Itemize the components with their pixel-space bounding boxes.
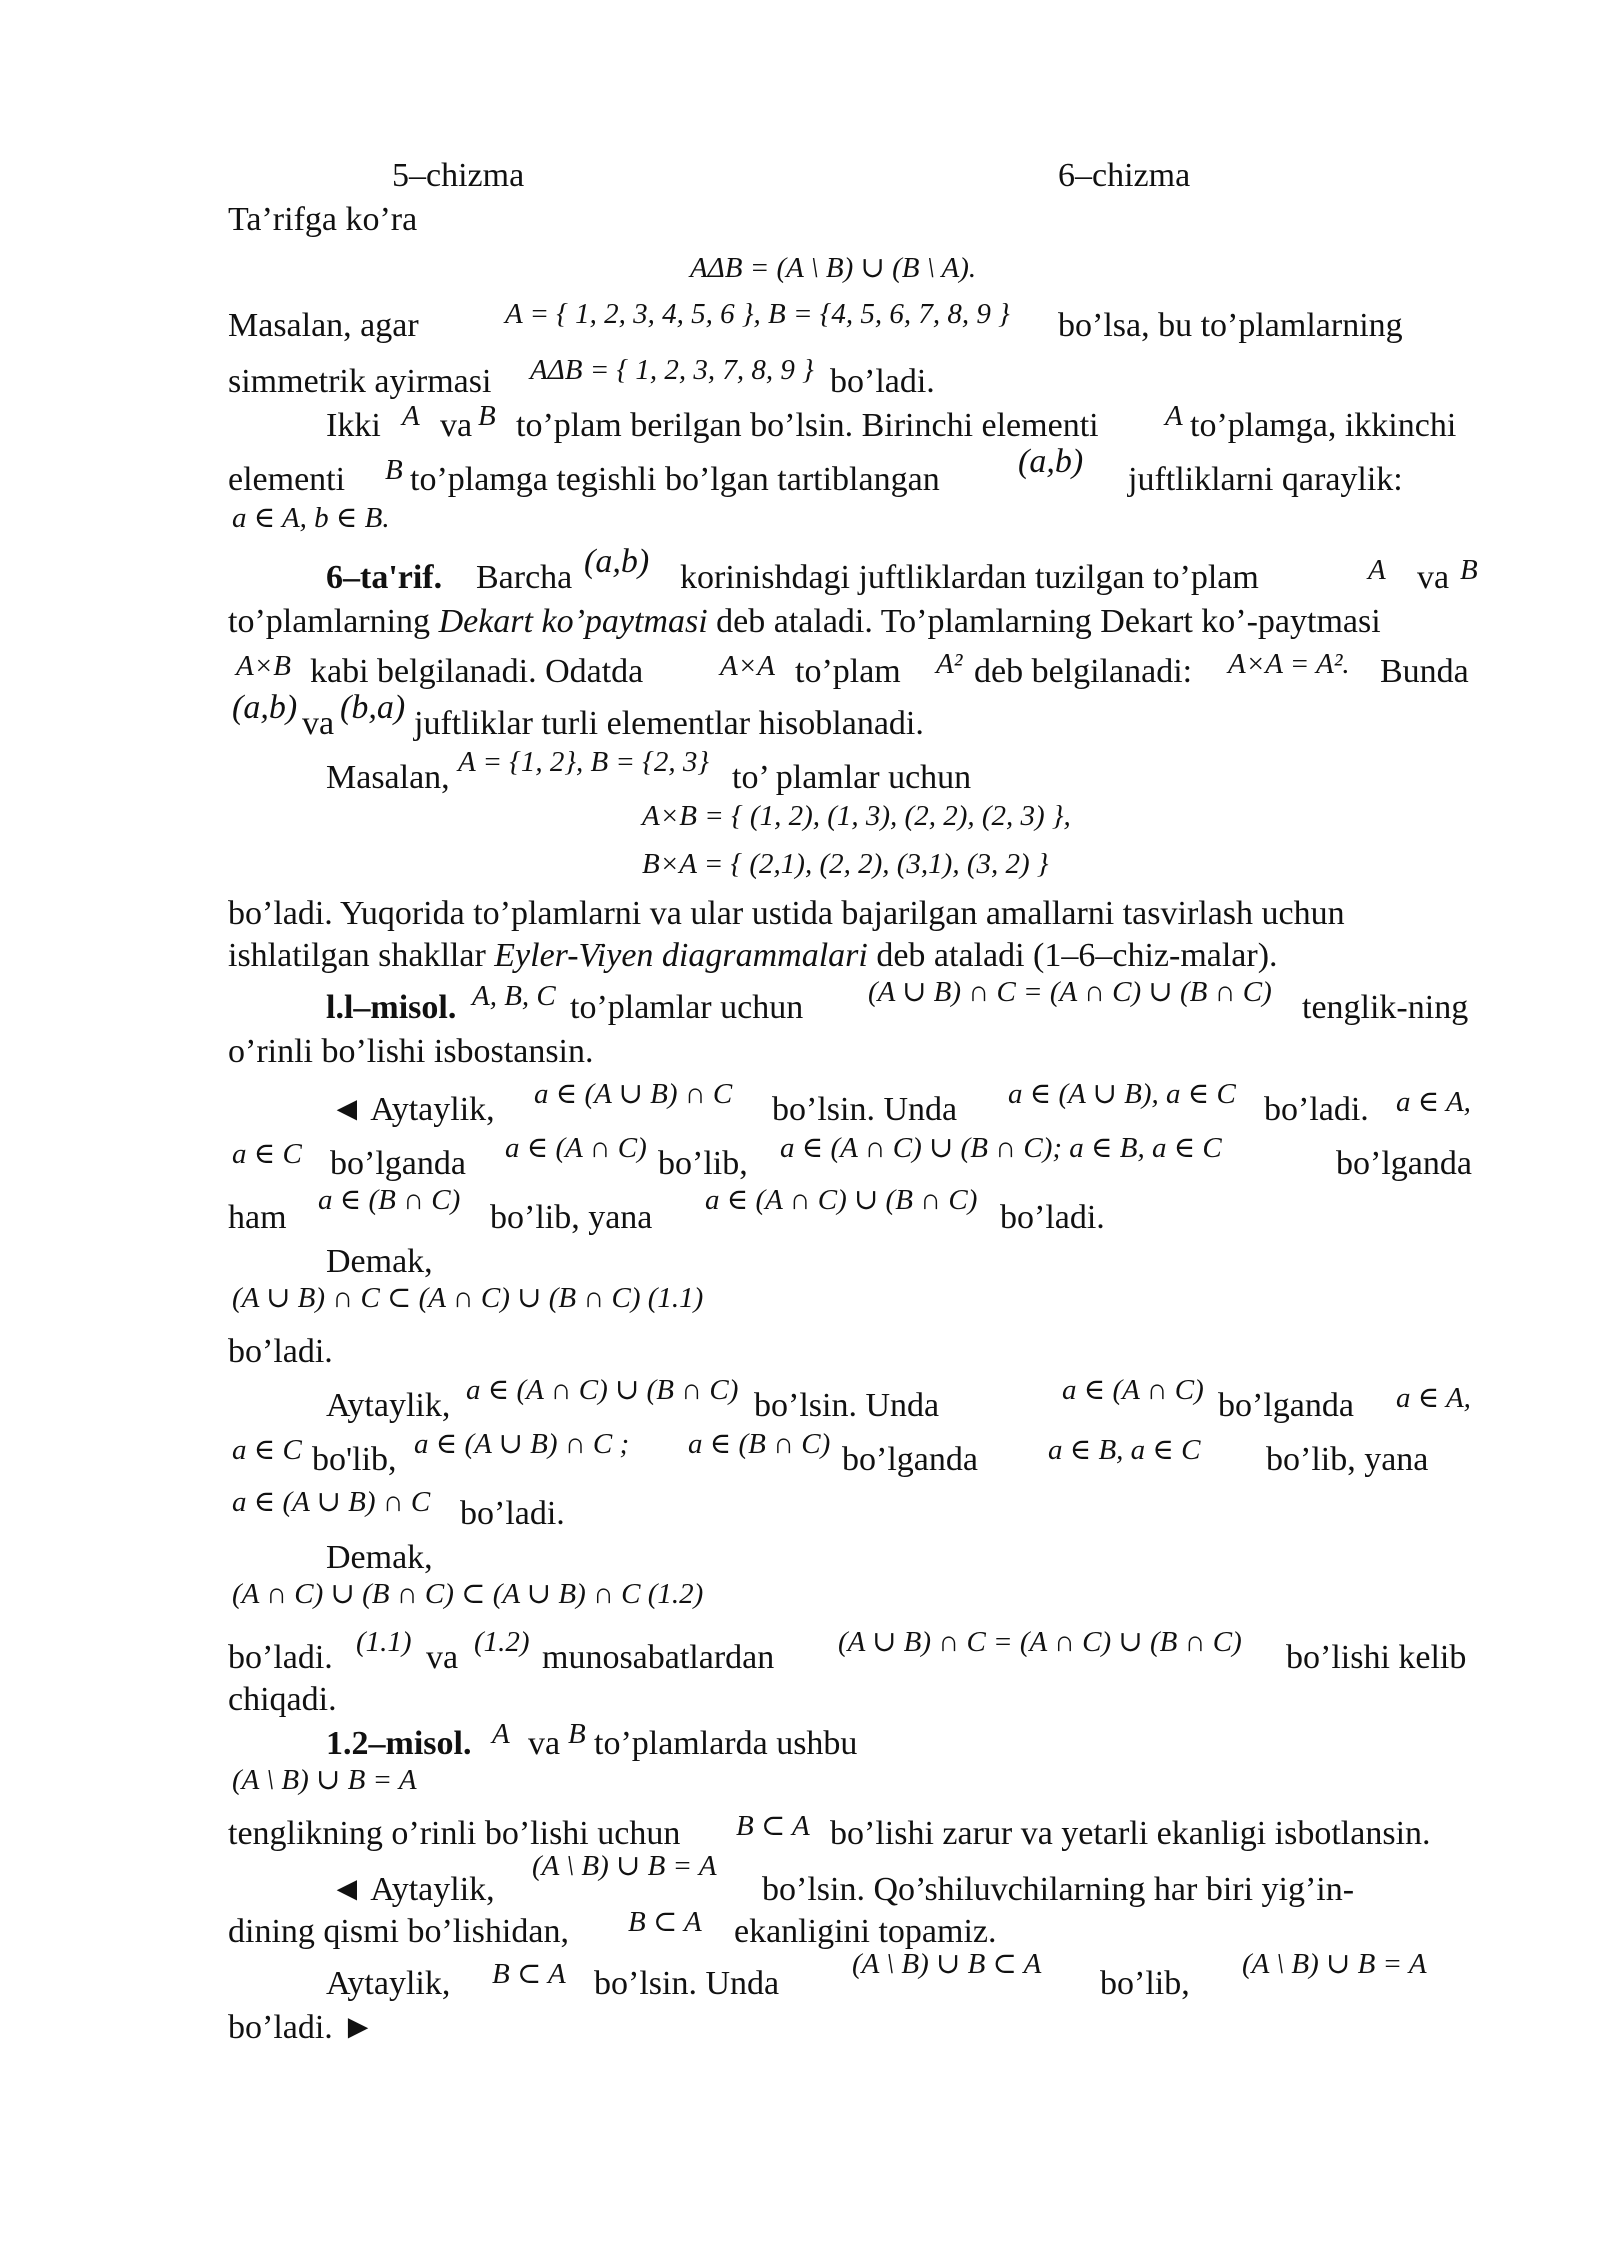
proof-text: bo’lsin. Unda [754,1387,940,1424]
proof-text: bo’ladi. ► [228,2009,375,2046]
math-sets-abc: A, B, C [472,980,556,1012]
math-subset: B ⊂ A [736,1810,810,1842]
math-expr: a ∈ (A ∩ C) [1062,1374,1204,1406]
proof-text: ◄ Aytaylik, [330,1091,495,1128]
math-expr: a ∈ C [232,1138,302,1170]
proof-text: bo’lsin. Unda [594,1965,780,2002]
math-expr: a ∈ (B ∩ C) [688,1428,831,1460]
proof-text: Demak, [326,1539,433,1576]
example2-lead: Masalan, [326,759,450,796]
formula-BxA: B×A = { (2,1), (2, 2), (3,1), (3, 2) } [642,848,1049,880]
example1-set-b: B = {4, 5, 6, 7, 8, 9 } [768,298,1010,330]
math-B: B [385,454,403,486]
proof-text: bo'lib, [312,1441,397,1478]
intro-text: Ta’rifga ko’ra [228,201,418,238]
definition-text: Bunda [1380,653,1469,690]
math-expr: a ∈ A, [1396,1382,1471,1414]
formula-AxB: A×B = { (1, 2), (1, 3), (2, 2), (2, 3) }, [642,800,1071,832]
math-expr: a ∈ C [232,1434,302,1466]
pairs-text: to’plamga tegishli bo’lgan tartiblangan [410,461,940,498]
proof-text: bo’ladi. [228,1639,333,1676]
example1-line2-tail: bo’ladi. [830,363,935,400]
formula-conclusion: (A ∪ B) ∩ C = (A ∩ C) ∪ (B ∩ C) [838,1626,1242,1658]
example-label: 1.2–misol. [326,1725,472,1762]
formula-symmetric-difference: AΔB = (A \ B) ∪ (B \ A). [690,252,977,284]
pairs-text: va [440,407,473,444]
math-expr: a ∈ (A ∩ C) ∪ (B ∩ C) [466,1374,739,1406]
math-B: B [568,1718,586,1750]
term-dekart-product: Dekart ko’paytmasi [438,603,708,640]
math-AxA: A×A [720,650,775,682]
math-expr: a ∈ (A ∩ C) ∪ (B ∩ C) [705,1184,978,1216]
math-expr: a ∈ (A ∩ C) ∪ (B ∩ C); a ∈ B, a ∈ C [780,1132,1222,1164]
formula-1-1: (A ∪ B) ∩ C ⊂ (A ∩ C) ∪ (B ∩ C) (1.1) [232,1282,704,1314]
proof-text: dining qismi bo’lishidan, [228,1913,569,1950]
example-text: tenglikning o’rinli bo’lishi uchun [228,1815,681,1852]
proof-text: va [426,1639,459,1676]
proof-text: chiqadi. [228,1681,337,1718]
math-ref: (1.1) [356,1626,412,1658]
proof-text: bo’lganda [330,1145,466,1182]
example1-result: AΔB = { 1, 2, 3, 7, 8, 9 } [530,354,814,386]
proof-text: ham [228,1199,287,1236]
definition-text: kabi belgilanadi. Odatda [310,653,644,690]
math-membership: a ∈ A, b ∈ B. [232,502,390,534]
euler-text: bo’ladi. Yuqorida to’plamlarni va ular ustida bajarilgan amallarni tasvirlash uchun [228,895,1345,932]
example-text: bo’lishi zarur va yetarli ekanligi isbotlansin. [830,1815,1431,1852]
math-AxB: A×B [236,650,291,682]
math-subset: B ⊂ A [492,1958,566,1990]
definition-text: va [1417,559,1450,596]
math-expr: (A \ B) ∪ B ⊂ A [852,1948,1042,1980]
pairs-text: juftliklarni qaraylik: [1128,461,1403,498]
proof-text: ◄ Aytaylik, [330,1871,495,1908]
figure-caption-6: 6–chizma [1058,157,1191,194]
proof-text: bo’ladi. [228,1333,333,1370]
math-expr: a ∈ (A ∪ B) ∩ C [232,1486,431,1518]
math-pair-ab: (a,b) [1018,443,1084,480]
math-B: B [478,400,496,432]
math-expr: (A \ B) ∪ B = A [532,1850,717,1882]
example-label: l.l–misol. [326,989,457,1026]
definition-text: juftliklar turli elementlar hisoblanadi. [414,705,924,742]
proof-text: bo’lib, [658,1145,748,1182]
example1-lead: Masalan, agar [228,307,419,344]
math-B: B [1460,554,1478,586]
proof-text: Demak, [326,1243,433,1280]
proof-text: bo’ladi. [1000,1199,1105,1236]
definition-text: to’plam [795,653,901,690]
math-expr: a ∈ (B ∩ C) [318,1184,461,1216]
example1-set-a: A = { 1, 2, 3, 4, 5, 6 }, [505,298,761,330]
formula-set-identity: (A \ B) ∪ B = A [232,1764,417,1796]
definition-label: 6–ta'rif. [326,559,443,596]
proof-text: bo’lib, yana [490,1199,653,1236]
example-text: va [528,1725,561,1762]
definition-text: va [302,705,335,742]
proof-text: bo’lishi kelib [1286,1639,1467,1676]
formula-1-2: (A ∩ C) ∪ (B ∩ C) ⊂ (A ∪ B) ∩ C (1.2) [232,1578,704,1610]
math-expr: a ∈ A, [1396,1086,1471,1118]
pairs-text: elementi [228,461,346,498]
proof-text: bo’ladi. [1264,1091,1369,1128]
pairs-text: to’plam berilgan bo’lsin. Birinchi elementi [516,407,1099,444]
example-text: tenglik-ning [1302,989,1469,1026]
math-pair-ab: (a,b) [584,543,650,580]
formula-distributive: (A ∪ B) ∩ C = (A ∩ C) ∪ (B ∩ C) [868,976,1272,1008]
pairs-text: to’plamga, ikkinchi [1190,407,1457,444]
term-euler-venn: Eyler-Viyen diagrammalari [494,937,868,974]
proof-text: bo’lganda [1336,1145,1472,1182]
math-pair-ba: (b,a) [340,689,406,726]
definition-text: korinishdagi juftliklardan tuzilgan to’plam [680,559,1259,596]
math-expr: (A \ B) ∪ B = A [1242,1948,1427,1980]
math-expr: a ∈ (A ∪ B), a ∈ C [1008,1078,1236,1110]
math-A: A [1368,554,1386,586]
proof-text: bo’lib, [1100,1965,1190,2002]
euler-text: ishlatilgan shakllar Eyler-Viyen diagrammalari deb ataladi (1–6–chiz-malar). [228,937,1278,974]
example-text: o’rinli bo’lishi isbostansin. [228,1033,594,1070]
proof-text: Aytaylik, [326,1965,451,2002]
proof-text: bo’lsin. Qo’shiluvchilarning har biri yig’in- [762,1871,1355,1908]
proof-text: bo’lganda [842,1441,978,1478]
math-pair-ab: (a,b) [232,689,298,726]
math-ref: (1.2) [474,1626,530,1658]
math-expr: a ∈ (A ∪ B) ∩ C ; [414,1428,630,1460]
proof-text: bo’ladi. [460,1495,565,1532]
definition-text: deb belgilanadi: [974,653,1193,690]
example1-line2-lead: simmetrik ayirmasi [228,363,492,400]
example-text: to’plamlarda ushbu [594,1725,858,1762]
math-A: A [1165,400,1183,432]
proof-text: bo’lsin. Unda [772,1091,958,1128]
definition-text: to’plamlarning Dekart ko’paytmasi deb ataladi. To’plamlarning Dekart ko’-paytmasi [228,603,1381,640]
math-AxA-equals: A×A = A². [1228,648,1350,680]
proof-text: munosabatlardan [542,1639,775,1676]
proof-text: Aytaylik, [326,1387,451,1424]
example2-sets: A = {1, 2}, B = {2, 3} [458,746,709,778]
math-A-squared: A² [936,648,963,680]
math-A: A [492,1718,510,1750]
pairs-text: Ikki [326,407,381,444]
example-text: to’plamlar uchun [570,989,804,1026]
proof-text: bo’lganda [1218,1387,1354,1424]
definition-text: Barcha [476,559,573,596]
math-expr: a ∈ B, a ∈ C [1048,1434,1201,1466]
figure-caption-5: 5–chizma [392,157,525,194]
proof-text: bo’lib, yana [1266,1441,1429,1478]
proof-text: ekanligini topamiz. [734,1913,997,1950]
math-expr: a ∈ (A ∩ C) [505,1132,647,1164]
math-A: A [402,400,420,432]
math-subset: B ⊂ A [628,1906,702,1938]
math-expr: a ∈ (A ∪ B) ∩ C [534,1078,733,1110]
example2-tail: to’ plamlar uchun [732,759,972,796]
example1-tail: bo’lsa, bu to’plamlarning [1058,307,1403,344]
